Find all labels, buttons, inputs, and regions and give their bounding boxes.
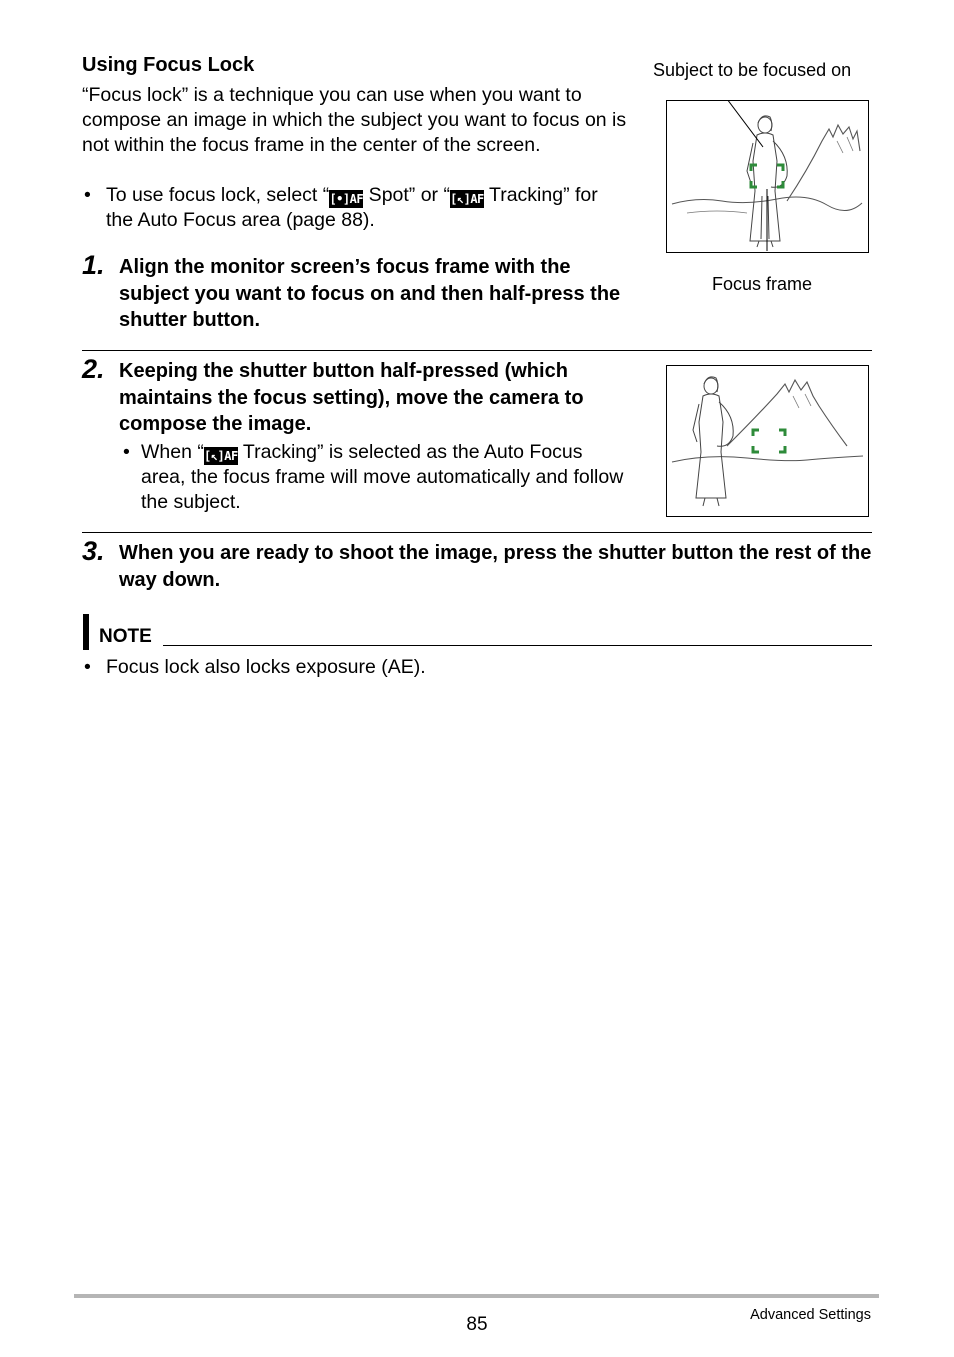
figure-2-illustration [667,366,867,515]
ground-line-2 [687,211,747,213]
figure-1-illustration [667,101,867,251]
focus-frame-corners [753,430,785,452]
mountain-snow [793,394,811,408]
spot-af-icon: [•]AF [329,192,364,206]
step-1-number: 1. [82,250,105,280]
bullet-text-pre: To use focus lock, select “ [106,184,330,206]
mountain-outline [787,125,860,201]
intro-paragraph [82,83,627,158]
focus-lock-bullet [84,183,629,235]
mountain-snow [837,137,853,153]
step-2-text: Keeping the shutter button half-pressed (which maintains the focus setting), move the camera to compose the image. [119,360,584,435]
tracking-af-icon: [↖]AF [450,192,484,206]
mountain-outline [727,380,847,446]
bullet-dot: • [123,441,130,463]
focus-frame-label: Focus frame [712,274,813,294]
bullet-text [141,440,631,515]
footer-rule [74,1294,879,1298]
tracking-af-icon: [↖]AF [204,449,238,463]
bullet-dot: • [84,184,91,206]
bullet-text [106,183,626,233]
note-bar [83,614,89,650]
step-1-text: Align the monitor screen’s focus frame with the subject you want to focus on and then half-press the shutter button. [119,256,621,331]
tracking-bullet [123,440,628,518]
divider-2 [82,532,872,533]
page-number: 85 [466,1314,488,1335]
focus-lock-figure-1 [666,100,869,253]
note-label: NOTE [99,626,152,647]
note-bullet [84,655,784,681]
focus-lock-figure-2 [666,365,869,517]
subject-label: Subject to be focused on [653,60,852,80]
bullet-text-post: Tracking” for the Auto Focus area (page 88). [106,184,598,231]
step-3-text: When you are ready to shoot the image, press the shutter button the rest of the way down. [119,542,872,591]
note-line [163,645,872,646]
bullet-text-pre: When “ [141,441,204,463]
note-bullet-text: Focus lock also locks exposure (AE). [106,656,426,678]
step-2-number: 2. [82,354,105,384]
bullet-dot: • [84,656,91,678]
intro-text: “Focus lock” is a technique you can use when you want to compose an image in which the subject you want to focus on is not within the focus frame in the center of the screen. [82,84,627,156]
footer-section-title: Advanced Settings [750,1307,871,1323]
bullet-text-post: Tracking” is selected as the Auto Focus area, the focus frame will move automatically and follow the subject. [141,441,624,513]
step-3-number: 3. [82,536,105,566]
divider-1 [82,350,872,351]
bullet-text-mid: Spot” or “ [363,184,450,206]
focus-frame-corners [751,165,783,187]
person-figure [693,377,733,506]
section-title: Using Focus Lock [82,54,255,76]
